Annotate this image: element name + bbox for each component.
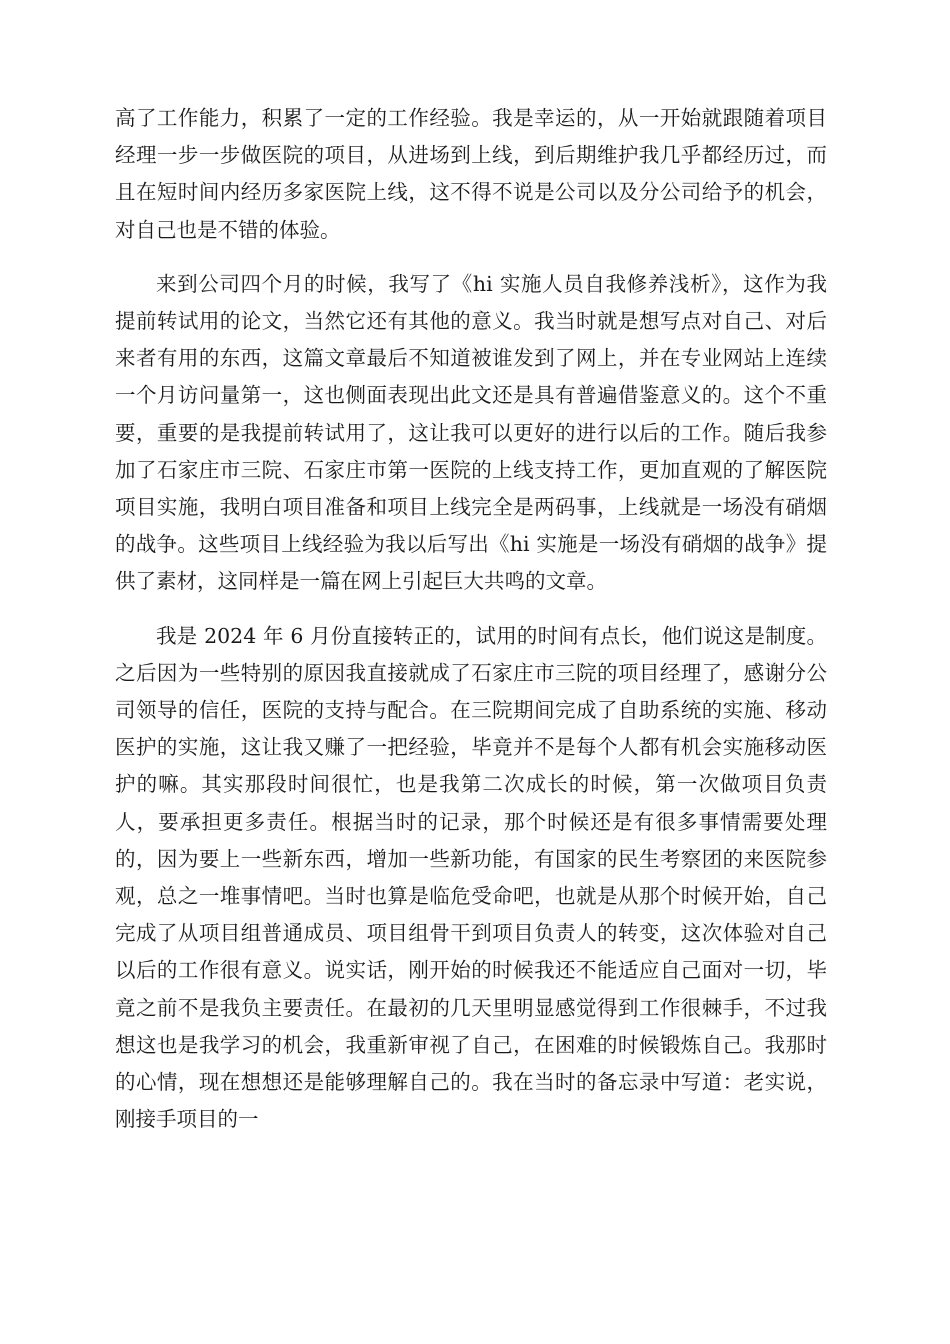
- paragraph-3: 我是 2024 年 6 月份直接转正的，试用的时间有点长，他们说这是制度。之后因为一些特别的原因我直接就成了石家庄市三院的项目经理了，感谢分公司领导的信任，医院的支持与配合。在三院期间完成了自助系统的实施、移动医护的实施，这让我又赚了一把经验，毕竟并不是每个人都有机会实施移动医护的嘛。其实那段时间很忙，也是我第二次成长的时候，第一次做项目负责人，要承担更多责任。根据当时的记录，那个时候还是有很多事情需要处理的，因为要上一些新东西，增加一些新功能，有国家的民生考察团的来医院参观，总之一堆事情吧。当时也算是临危受命吧，也就是从那个时候开始，自己完成了从项目组普通成员、项目组骨干到项目负责人的转变，这次体验对自己以后的工作很有意义。说实话，刚开始的时候我还不能适应自己面对一切，毕竟之前不是我负主要责任。在最初的几天里明显感觉得到工作很棘手，不过我想这也是我学习的机会，我重新审视了自己，在困难的时候锻炼自己。我那时的心情，现在想想还是能够理解自己的。我在当时的备忘录中写道：老实说，刚接手项目的一: [115, 623, 827, 1132]
- paragraph-2: 来到公司四个月的时候，我写了《hi 实施人员自我修养浅析》，这作为我提前转试用的论文，当然它还有其他的意义。我当时就是想写点对自己、对后来者有用的东西，这篇文章最后不知道被谁发到了网上，并在专业网站上连续一个月访问量第一，这也侧面表现出此文还是具有普遍借鉴意义的。这个不重要，重要的是我提前转试用了，这让我可以更好的进行以后的工作。随后我参加了石家庄市三院、石家庄市第一医院的上线支持工作，更加直观的了解医院项目实施，我明白项目准备和项目上线完全是两码事，上线就是一场没有硝烟的战争。这些项目上线经验为我以后写出《hi 实施是一场没有硝烟的战争》提供了素材，这同样是一篇在网上引起巨大共鸣的文章。: [115, 271, 827, 594]
- paragraph-gap: [115, 249, 827, 266]
- document-page: [115, 100, 827, 1138]
- paragraph-1: 高了工作能力，积累了一定的工作经验。我是幸运的，从一开始就跟随着项目经理一步一步做医院的项目，从进场到上线，到后期维护我几乎都经历过，而且在短时间内经历多家医院上线，这不得不说是公司以及分公司给予的机会，对自己也是不错的体验。: [115, 106, 827, 242]
- paragraph-gap: [115, 601, 827, 618]
